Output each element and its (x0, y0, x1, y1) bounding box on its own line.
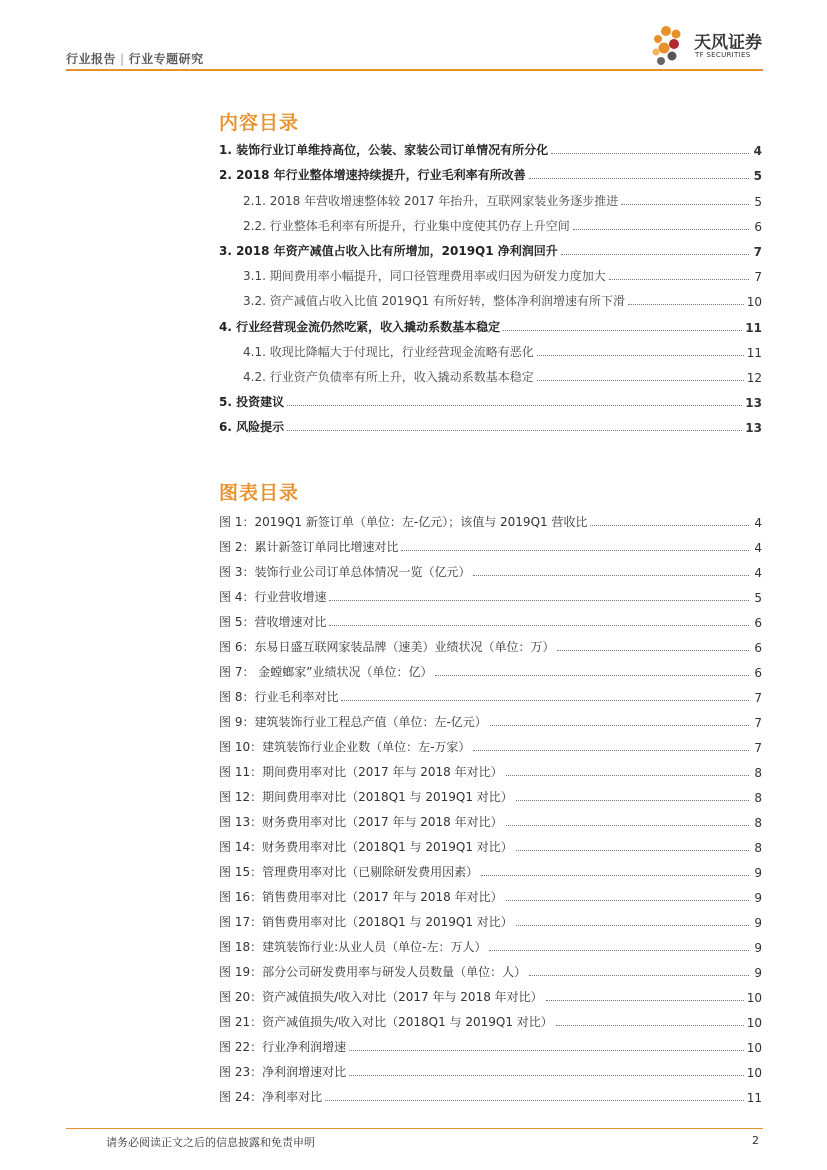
figure-entry[interactable] (219, 705, 762, 730)
entry-page-number: 11 (746, 1091, 762, 1105)
entry-label: 5. 投资建议 (219, 395, 285, 410)
toc-subentry[interactable] (219, 209, 762, 234)
entry-label: 4. 行业经营现金流仍然吃紧，收入撬动系数基本稳定 (219, 319, 501, 334)
entry-label: 3. 2018 年资产减值占收入比有所增加，2019Q1 净利润回升 (219, 243, 558, 258)
figure-entry[interactable] (219, 1030, 762, 1055)
figure-entry[interactable] (219, 505, 762, 530)
toc-subentry[interactable] (219, 360, 762, 385)
figure-entry[interactable] (219, 880, 762, 905)
header-divider (66, 69, 763, 71)
entry-page-number: 7 (753, 244, 762, 259)
entry-page-number: 9 (754, 891, 762, 905)
dot-leader (349, 1050, 744, 1051)
entry-page-number: 4 (754, 516, 762, 530)
entry-page-number: 10 (746, 991, 762, 1005)
dot-leader (503, 330, 742, 331)
figure-entry[interactable] (219, 855, 762, 880)
entry-page-number: 4 (754, 566, 762, 580)
figure-entry[interactable] (219, 730, 762, 755)
entry-label: 图 4：行业营收增速 (219, 590, 327, 604)
brand-name: 天风证券 (694, 33, 762, 53)
dot-leader (628, 304, 744, 305)
figure-entry[interactable] (219, 955, 762, 980)
dot-leader (489, 950, 749, 951)
entry-page-number: 12 (746, 370, 762, 385)
dot-leader (516, 925, 749, 926)
entry-label: 图 23：净利润增速对比 (219, 1065, 347, 1079)
dot-leader (329, 625, 749, 626)
entry-page-number: 8 (754, 791, 762, 805)
entry-label: 图 2：累计新签订单同比增速对比 (219, 540, 399, 554)
figure-entry[interactable] (219, 830, 762, 855)
entry-page-number: 10 (746, 1066, 762, 1080)
brand-subtitle: TF SECURITIES (695, 51, 751, 59)
entry-label: 3.2. 资产减值占收入比值 2019Q1 有所好转，整体净利润增速有所下滑 (243, 294, 625, 309)
dot-leader (529, 178, 749, 179)
toc-entry[interactable] (219, 158, 762, 183)
figure-entry[interactable] (219, 530, 762, 555)
figures-list (219, 505, 762, 1105)
dot-leader (537, 355, 744, 356)
entry-label: 图 13：财务费用率对比（2017 年与 2018 年对比） (219, 815, 503, 829)
dot-leader (287, 405, 742, 406)
figures-title: 图表目录 (219, 482, 300, 504)
footer-disclaimer: 请务必阅读正文之后的信息披露和免责申明 (106, 1136, 315, 1149)
entry-page-number: 11 (745, 320, 762, 335)
dot-leader (529, 975, 749, 976)
entry-label: 图 11：期间费用率对比（2017 年与 2018 年对比） (219, 765, 503, 779)
entry-label: 6. 风险提示 (219, 420, 285, 435)
figure-entry[interactable] (219, 605, 762, 630)
entry-label: 图 1：2019Q1 新签订单（单位：左-亿元）；该值与 2019Q1 营收比 (219, 515, 588, 529)
entry-label: 图 7： 金螳螂家”业绩状况（单位：亿） (219, 665, 433, 679)
entry-page-number: 10 (746, 1016, 762, 1030)
figure-entry[interactable] (219, 980, 762, 1005)
figure-entry[interactable] (219, 680, 762, 705)
entry-label: 图 22：行业净利润增速 (219, 1040, 347, 1054)
entry-label: 图 5：营收增速对比 (219, 615, 327, 629)
dot-leader (573, 229, 749, 230)
dot-leader (329, 600, 749, 601)
dot-leader (516, 800, 749, 801)
entry-label: 3.1. 期间费用率小幅提升，同口径管理费用率或归因为研发力度加大 (243, 269, 606, 284)
entry-page-number: 13 (745, 396, 762, 411)
entry-label: 图 18：建筑装饰行业:从业人员（单位-左：万人） (219, 940, 487, 954)
dot-leader (561, 254, 749, 255)
entry-page-number: 6 (754, 641, 762, 655)
entry-label: 图 3：装饰行业公司订单总体情况一览（亿元） (219, 565, 471, 579)
dot-leader (590, 525, 749, 526)
entry-label: 4.1. 收现比降幅大于付现比，行业经营现金流略有恶化 (243, 344, 534, 359)
entry-page-number: 8 (754, 766, 762, 780)
figure-entry[interactable] (219, 655, 762, 680)
entry-label: 图 15：管理费用率对比（已剔除研发费用因素） (219, 865, 479, 879)
dot-leader (473, 750, 749, 751)
dot-leader (537, 380, 744, 381)
entry-label: 图 24：净利率对比 (219, 1090, 323, 1104)
toc-entry[interactable] (219, 234, 762, 259)
dot-leader (287, 430, 742, 431)
entry-page-number: 9 (754, 866, 762, 880)
entry-page-number: 7 (754, 741, 762, 755)
figure-entry[interactable] (219, 1080, 762, 1105)
entry-label: 4.2. 行业资产负债率有所上升，收入撬动系数基本稳定 (243, 369, 534, 384)
dot-leader (506, 775, 749, 776)
entry-page-number: 6 (754, 219, 762, 234)
entry-page-number: 9 (754, 966, 762, 980)
figure-entry[interactable] (219, 1005, 762, 1030)
figure-entry[interactable] (219, 580, 762, 605)
toc-entry[interactable] (219, 385, 762, 410)
entry-label: 图 8：行业毛利率对比 (219, 690, 339, 704)
figure-entry[interactable] (219, 780, 762, 805)
entry-label: 2.1. 2018 年营收增速整体较 2017 年抬升，互联网家装业务逐步推进 (243, 193, 619, 208)
entry-label: 2. 2018 年行业整体增速持续提升，行业毛利率有所改善 (219, 168, 526, 183)
entry-page-number: 7 (754, 716, 762, 730)
toc-entry[interactable] (219, 410, 762, 435)
entry-page-number: 10 (746, 295, 762, 310)
entry-page-number: 10 (746, 1041, 762, 1055)
dot-leader (490, 725, 749, 726)
figure-entry[interactable] (219, 630, 762, 655)
entry-page-number: 7 (754, 691, 762, 705)
page-number: 2 (752, 1134, 759, 1147)
figure-entry[interactable] (219, 555, 762, 580)
dot-leader (341, 700, 749, 701)
entry-page-number: 5 (753, 169, 762, 184)
toc-entry[interactable] (219, 133, 762, 158)
toc-subentry[interactable] (219, 259, 762, 284)
toc-subentry[interactable] (219, 284, 762, 309)
brand-logo (648, 22, 768, 70)
entry-page-number: 4 (753, 144, 762, 159)
brand-flower-icon (648, 22, 694, 68)
entry-page-number: 8 (754, 841, 762, 855)
toc-entry[interactable] (219, 309, 762, 334)
figure-entry[interactable] (219, 905, 762, 930)
dot-leader (435, 675, 749, 676)
dot-leader (557, 650, 749, 651)
entry-page-number: 11 (746, 345, 762, 360)
report-category: 行业报告 (66, 52, 117, 66)
contents-list (219, 133, 762, 435)
dot-leader (349, 1075, 744, 1076)
entry-page-number: 6 (754, 666, 762, 680)
entry-label: 图 20：资产减值损失/收入对比（2017 年与 2018 年对比） (219, 990, 543, 1004)
entry-label: 1. 装饰行业订单维持高位，公装、家装公司订单情况有所分化 (219, 143, 549, 158)
entry-page-number: 8 (754, 816, 762, 830)
entry-label: 图 17：销售费用率对比（2018Q1 与 2019Q1 对比） (219, 915, 513, 929)
dot-leader (481, 875, 749, 876)
entry-page-number: 13 (745, 421, 762, 436)
footer-divider (66, 1128, 763, 1129)
dot-leader (506, 825, 749, 826)
contents-title: 内容目录 (219, 112, 300, 134)
dot-leader (546, 1000, 744, 1001)
dot-leader (516, 850, 749, 851)
entry-page-number: 6 (754, 616, 762, 630)
entry-page-number: 4 (754, 541, 762, 555)
dot-leader (401, 550, 749, 551)
entry-page-number: 9 (754, 916, 762, 930)
dot-leader (473, 575, 749, 576)
entry-label: 图 9：建筑装饰行业工程总产值（单位：左-亿元） (219, 715, 487, 729)
entry-label: 图 21：资产减值损失/收入对比（2018Q1 与 2019Q1 对比） (219, 1015, 553, 1029)
entry-label: 图 10：建筑装饰行业企业数（单位：左-万家） (219, 740, 471, 754)
dot-leader (556, 1025, 744, 1026)
dot-leader (609, 279, 749, 280)
breadcrumb-separator: | (120, 52, 125, 66)
figure-entry[interactable] (219, 930, 762, 955)
entry-page-number: 9 (754, 941, 762, 955)
figure-entry[interactable] (219, 1055, 762, 1080)
dot-leader (506, 900, 749, 901)
entry-page-number: 7 (754, 270, 762, 285)
toc-subentry[interactable] (219, 183, 762, 208)
report-subcategory: 行业专题研究 (128, 52, 204, 66)
dot-leader (325, 1100, 744, 1101)
figure-entry[interactable] (219, 755, 762, 780)
entry-page-number: 5 (754, 591, 762, 605)
entry-label: 图 12：期间费用率对比（2018Q1 与 2019Q1 对比） (219, 790, 513, 804)
entry-label: 图 16：销售费用率对比（2017 年与 2018 年对比） (219, 890, 503, 904)
dot-leader (551, 153, 749, 154)
entry-page-number: 5 (754, 194, 762, 209)
entry-label: 图 6：东易日盛互联网家装品牌（速美）业绩状况（单位：万） (219, 640, 555, 654)
dot-leader (621, 204, 749, 205)
figure-entry[interactable] (219, 805, 762, 830)
entry-label: 图 19：部分公司研发费用率与研发人员数量（单位：人） (219, 965, 527, 979)
entry-label: 图 14：财务费用率对比（2018Q1 与 2019Q1 对比） (219, 840, 513, 854)
entry-label: 2.2. 行业整体毛利率有所提升，行业集中度使其仍存上升空间 (243, 218, 570, 233)
report-breadcrumb (66, 50, 204, 67)
toc-subentry[interactable] (219, 335, 762, 360)
